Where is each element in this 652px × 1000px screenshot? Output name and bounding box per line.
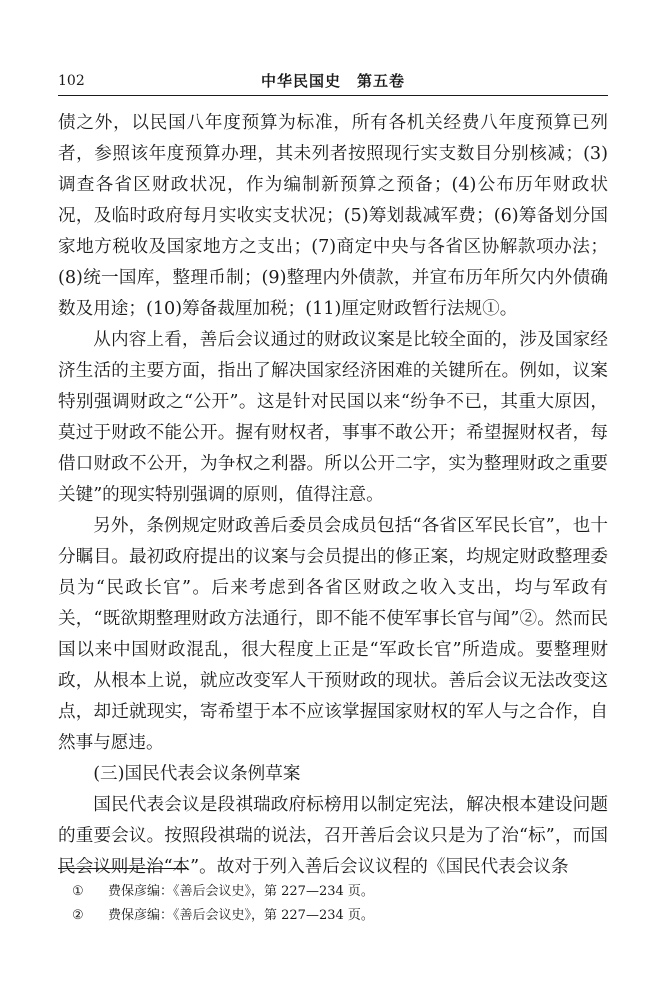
header-rule	[58, 95, 608, 96]
paragraph: 从内容上看，善后会议通过的财政议案是比较全面的，涉及国家经济生活的主要方面，指出了解决国家经济困难的关键所在。例如，议案特别强调财政之“公开”。这是针对民国以来“纷争不已，其重大原因，莫过于财政不能公开。握有财权者，事事不敢公开；希望握财权者，每借口财政不公开，为争权之利器。所以公开二字，实为整理财政之重要关键”的现实特别强调的原则，值得注意。	[58, 330, 608, 505]
footnote-text: 费保彦编：《善后会议史》，第 227—234 页。	[108, 884, 374, 899]
page-header	[58, 70, 608, 92]
page-number: 102	[58, 73, 85, 89]
footnote-mark: ②	[72, 908, 84, 923]
footnote	[72, 904, 592, 928]
section-heading: (三)国民代表会议条例草案	[93, 764, 301, 784]
body-text	[58, 108, 608, 883]
paragraph: 另外，条例规定财政善后委员会成员包括“各省区军民长官”，也十分瞩目。最初政府提出的议案与会员提出的修正案，均规定财政整理委员为“民政长官”。后来考虑到各省区财政之收入支出，均与军政有关，“既欲期整理财政方法通行，即不能不使军事长官与闻”②。然而民国以来中国财政混乱，很大程度上正是“军政长官”所造成。要整理财政，从根本上说，就应改变军人干预财政的现状。善后会议无法改变这点，却迁就现实，寄希望于本不应该掌握国家财权的军人与之合作，自然事与愿违。	[58, 516, 608, 753]
paragraph: 国民代表会议是段祺瑞政府标榜用以制定宪法，解决根本建设问题的重要会议。按照段祺瑞的说法，召开善后会议只是为了治“标”，而国民会议则是治“本”。故对于列入善后会议议程的《国民代表会议条	[58, 795, 608, 877]
running-title: 中华民国史 第五卷	[260, 72, 405, 90]
footnote	[72, 880, 592, 904]
footnotes	[72, 880, 592, 928]
footnote-mark: ①	[72, 884, 84, 899]
footnote-rule	[58, 868, 188, 869]
paragraph-continued: 债之外，以民国八年度预算为标准，所有各机关经费八年度预算已列者，参照该年度预算办理，其未列者按照现行实支数目分别核减；(3)调查各省区财政状况，作为编制新预算之预备；(4)公布历年财政状况，及临时政府每月实收实支状况；(5)筹划裁减军费；(6)筹备划分国家地方税收及国家地方之支出；(7)商定中央与各省区协解款项办法；(8)统一国库，整理币制；(9)整理内外债款，并宣布历年所欠内外债确数及用途；(10)筹备裁厘加税；(11)厘定财政暂行法规①。	[58, 113, 608, 319]
footnote-text: 费保彦编：《善后会议史》，第 227—234 页。	[108, 908, 374, 923]
